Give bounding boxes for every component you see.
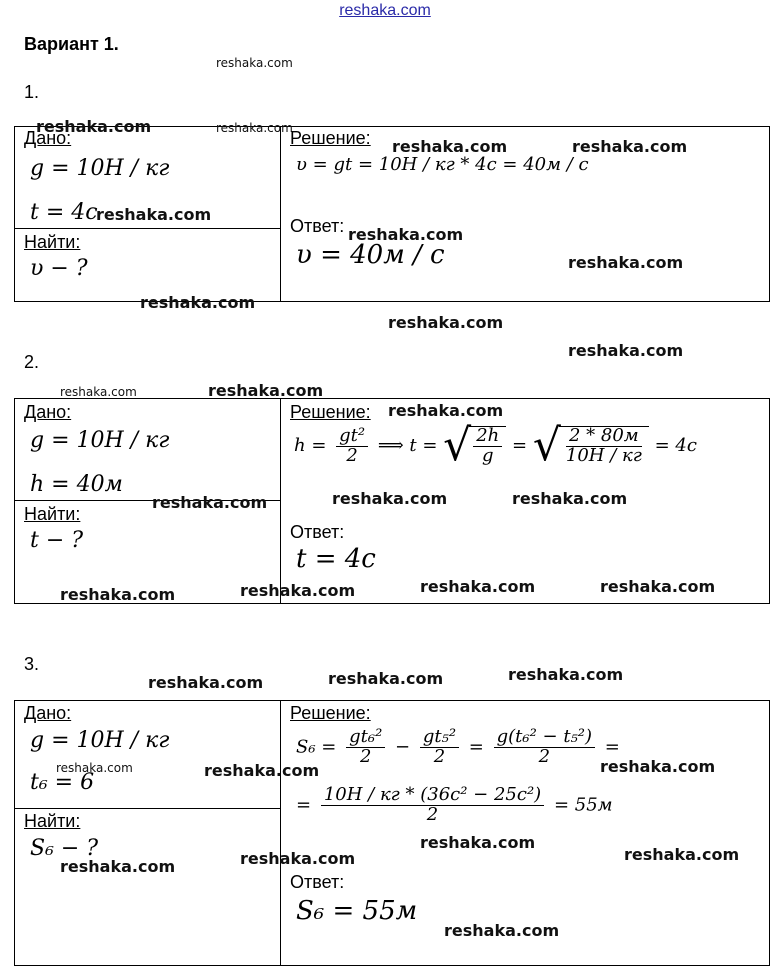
given-label: Дано: [24,402,72,422]
watermark: reshaka.com [420,833,536,852]
solution-formula: = $\frac{\text{10Н / кг * (36с² − 25с²)}}{2}$ = 55м [296,784,613,825]
watermark: reshaka.com [392,137,508,156]
watermark: reshaka.com [572,137,688,156]
solution-formula: S₆ = $\frac{\text{gt₆²}}{2}$ − $\frac{\text{gt₅²}}{2}$ = $\frac{\text{g(t₆² − t₅²)}}{2}$ = [296,726,620,767]
watermark: reshaka.com [332,489,448,508]
watermark: reshaka.com [444,921,560,940]
page-title: Вариант 1. [24,34,119,54]
table-divider [280,398,281,604]
problem-number: 1. [24,82,40,102]
answer-label: Ответ: [290,522,345,542]
watermark: reshaka.com [348,225,464,244]
watermark: reshaka.com [208,381,324,400]
given-value: t = 4с [30,200,98,225]
problem-number: 3. [24,654,40,674]
watermark: reshaka.com [60,857,176,876]
solution-formula: h = $\frac{\text{gt²}}{2}$ ⟹ t = √ $\frac{2h}{g}$ = √ $\frac{2 * 80м}{10Н / кг}$ = 4с [294,420,697,471]
watermark: reshaka.com [36,117,152,136]
watermark: reshaka.com [240,581,356,600]
watermark: reshaka.com [388,401,504,420]
watermark: reshaka.com [420,577,536,596]
table-divider [14,228,280,229]
watermark: reshaka.com [60,585,176,604]
answer-value: S₆ = 55м [296,896,418,926]
watermark: reshaka.com [216,121,293,135]
solution-label: Решение: [290,402,371,422]
watermark: reshaka.com [148,673,264,692]
find-label: Найти: [24,811,81,831]
answer-label: Ответ: [290,872,345,892]
watermark: reshaka.com [508,665,624,684]
find-label: Найти: [24,232,81,252]
find-value: υ − ? [30,256,88,281]
site-link[interactable]: reshaka.com [339,2,431,19]
answer-value: t = 4с [296,544,376,574]
watermark: reshaka.com [600,757,716,776]
find-value: S₆ − ? [30,836,99,861]
watermark: reshaka.com [56,761,133,775]
given-value: g = 10Н / кг [30,428,170,453]
table-divider [14,808,280,809]
solution-formula: υ = gt = 10Н / кг * 4с = 40м / с [296,154,589,175]
watermark: reshaka.com [240,849,356,868]
given-value: g = 10Н / кг [30,156,170,181]
table-divider [280,126,281,302]
watermark: reshaka.com [568,253,684,272]
watermark: reshaka.com [388,313,504,332]
watermark: reshaka.com [96,205,212,224]
given-value: t₆ = 6 [30,770,95,795]
given-label: Дано: [24,703,72,723]
problem-number: 2. [24,352,40,372]
find-label: Найти: [24,504,81,524]
given-label: Дано: [24,128,72,148]
table-divider [280,700,281,966]
watermark: reshaka.com [328,669,444,688]
watermark: reshaka.com [600,577,716,596]
given-value: h = 40м [30,472,123,497]
solution-label: Решение: [290,703,371,723]
watermark: reshaka.com [60,385,137,399]
watermark: reshaka.com [512,489,628,508]
find-value: t − ? [30,528,84,553]
given-value: g = 10Н / кг [30,728,170,753]
answer-label: Ответ: [290,216,345,236]
solution-label: Решение: [290,128,371,148]
answer-value: υ = 40м / с [296,240,445,270]
watermark: reshaka.com [140,293,256,312]
watermark: reshaka.com [204,761,320,780]
watermark: reshaka.com [568,341,684,360]
watermark: reshaka.com [216,56,293,70]
watermark: reshaka.com [624,845,740,864]
watermark: reshaka.com [152,493,268,512]
